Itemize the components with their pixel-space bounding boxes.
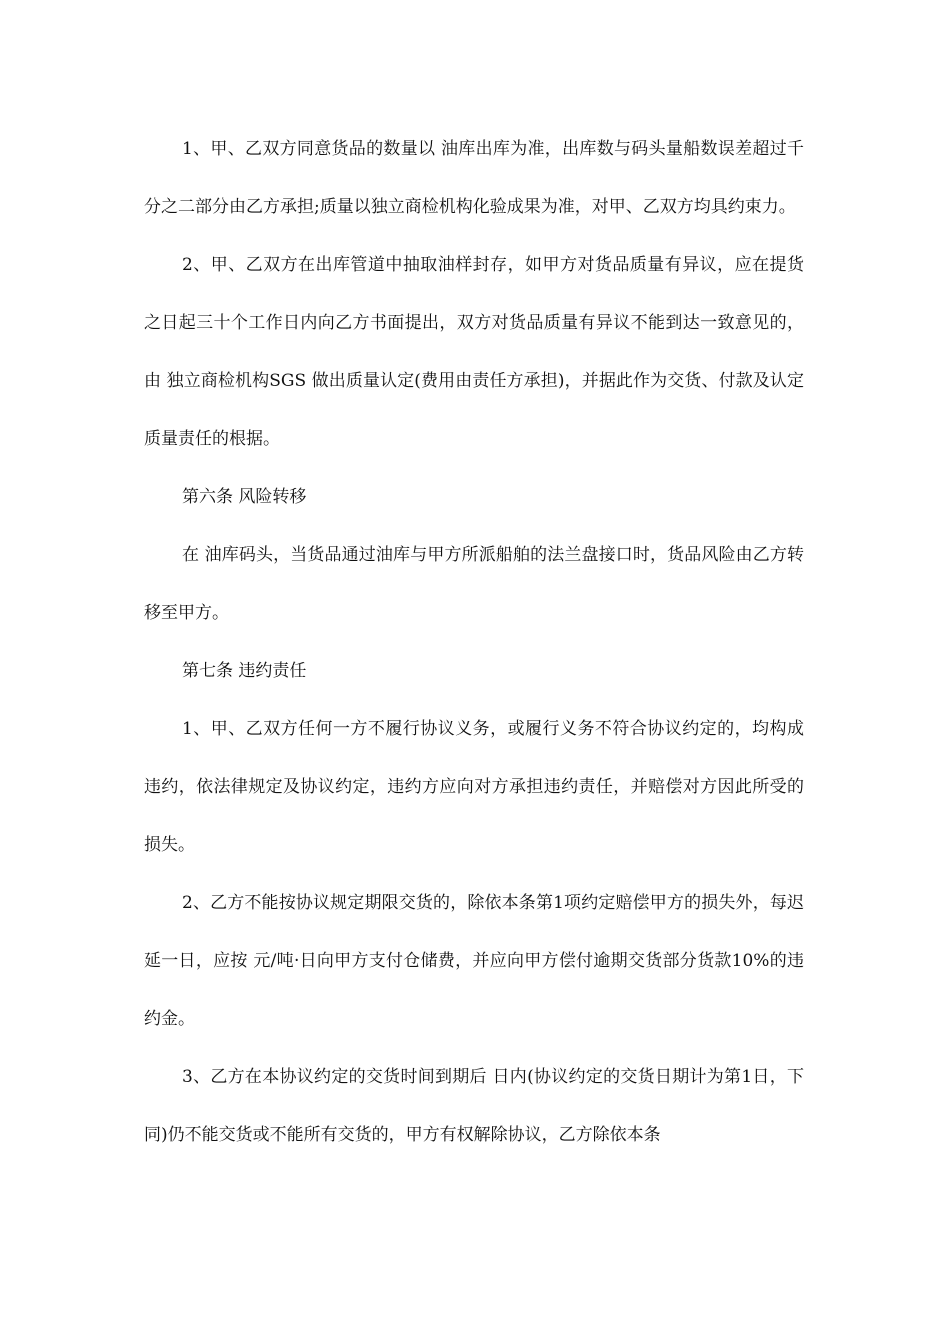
paragraph-risk-transfer: 在 油库码头，当货品通过油库与甲方所派船舶的法兰盘接口时，货品风险由乙方转移至甲方。 (144, 545, 804, 623)
document-body (144, 120, 804, 1164)
paragraph-quantity-quality: 1、甲、乙双方同意货品的数量以 油库出库为准，出库数与码头量船数误差超过千分之二部分由乙方承担;质量以独立商检机构化验成果为准，对甲、乙双方均具约束力。 (144, 139, 804, 217)
section-heading-risk-transfer: 第六条 风险转移 (182, 487, 307, 507)
paragraph-quality-dispute: 2、甲、乙双方在出库管道中抽取油样封存，如甲方对货品质量有异议，应在提货之日起三十个工作日内向乙方书面提出，双方对货品质量有异议不能到达一致意见的，由 独立商检机构SGS 做出质量认定(费用由责任方承担)，并据此作为交货、付款及认定质量责任的根据。 (144, 255, 804, 449)
paragraph-late-delivery: 2、乙方不能按协议规定期限交货的，除依本条第1项约定赔偿甲方的损失外，每迟延一日，应按 元/吨·日向甲方支付仓储费，并应向甲方偿付逾期交货部分货款10%的违约金。 (144, 893, 804, 1029)
paragraph-breach-general: 1、甲、乙双方任何一方不履行协议义务，或履行义务不符合协议约定的，均构成违约，依法律规定及协议约定，违约方应向对方承担违约责任，并赔偿对方因此所受的损失。 (144, 719, 804, 855)
paragraph-termination: 3、乙方在本协议约定的交货时间到期后 日内(协议约定的交货日期计为第1日，下同)仍不能交货或不能所有交货的，甲方有权解除协议，乙方除依本条 (144, 1067, 804, 1145)
section-heading-breach-liability: 第七条 违约责任 (182, 661, 307, 681)
